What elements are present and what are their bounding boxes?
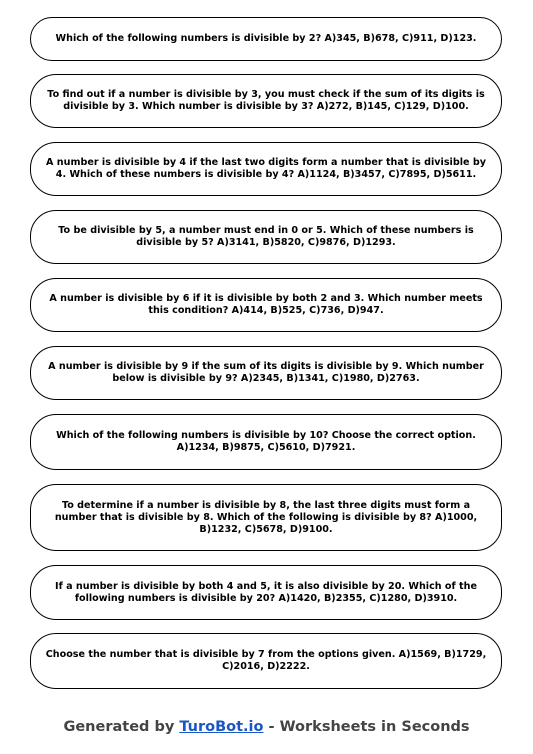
question-text: A number is divisible by 4 if the last two digits form a number that is divisible by 4. Which of these numbers is divisible by 4? A)1124, B)3457, C)7895, D)5611. xyxy=(46,157,486,180)
footer-prefix: Generated by xyxy=(63,719,180,735)
question-box xyxy=(30,633,502,689)
question-text: A number is divisible by 9 if the sum of its digits is divisible by 9. Which number below is divisible by 9? A)2345, B)1341, C)1980, D)2763. xyxy=(48,361,484,384)
turobot-link[interactable]: TuroBot.io xyxy=(179,719,264,735)
footer-suffix: - Worksheets in Seconds xyxy=(263,719,470,735)
question-box xyxy=(30,278,502,332)
question-box xyxy=(30,346,502,400)
question-box xyxy=(30,142,502,196)
question-box xyxy=(30,210,502,264)
worksheet xyxy=(30,17,502,689)
question-box xyxy=(30,17,502,61)
question-text: If a number is divisible by both 4 and 5, it is also divisible by 20. Which of the following numbers is divisible by 20? A)1420, B)2355, C)1280, D)3910. xyxy=(55,580,477,604)
question-text: To determine if a number is divisible by 8, the last three digits must form a number that is divisible by 8. Which of the following is divisible by 8? A)1000, B)1232, C)5678, D)9100. xyxy=(54,499,478,535)
question-box xyxy=(30,484,502,551)
question-text: To find out if a number is divisible by 3, you must check if the sum of its digits is divisible by 3. Which number is divisible by 3? A)272, B)145, C)129, D)100. xyxy=(47,89,485,112)
question-box xyxy=(30,74,502,128)
question-box xyxy=(30,414,502,470)
footer xyxy=(0,719,533,735)
question-text: Which of the following numbers is divisible by 2? A)345, B)678, C)911, D)123. xyxy=(55,33,477,44)
question-text: Which of the following numbers is divisible by 10? Choose the correct option. A)1234, B)9875, C)5610, D)7921. xyxy=(56,430,476,453)
question-box xyxy=(30,565,502,620)
question-text: To be divisible by 5, a number must end in 0 or 5. Which of these numbers is divisible by 5? A)3141, B)5820, C)9876, D)1293. xyxy=(58,225,474,248)
question-text: Choose the number that is divisible by 7 from the options given. A)1569, B)1729, C)2016, D)2222. xyxy=(45,649,487,672)
question-text: A number is divisible by 6 if it is divisible by both 2 and 3. Which number meets this condition? A)414, B)525, C)736, D)947. xyxy=(49,293,483,316)
